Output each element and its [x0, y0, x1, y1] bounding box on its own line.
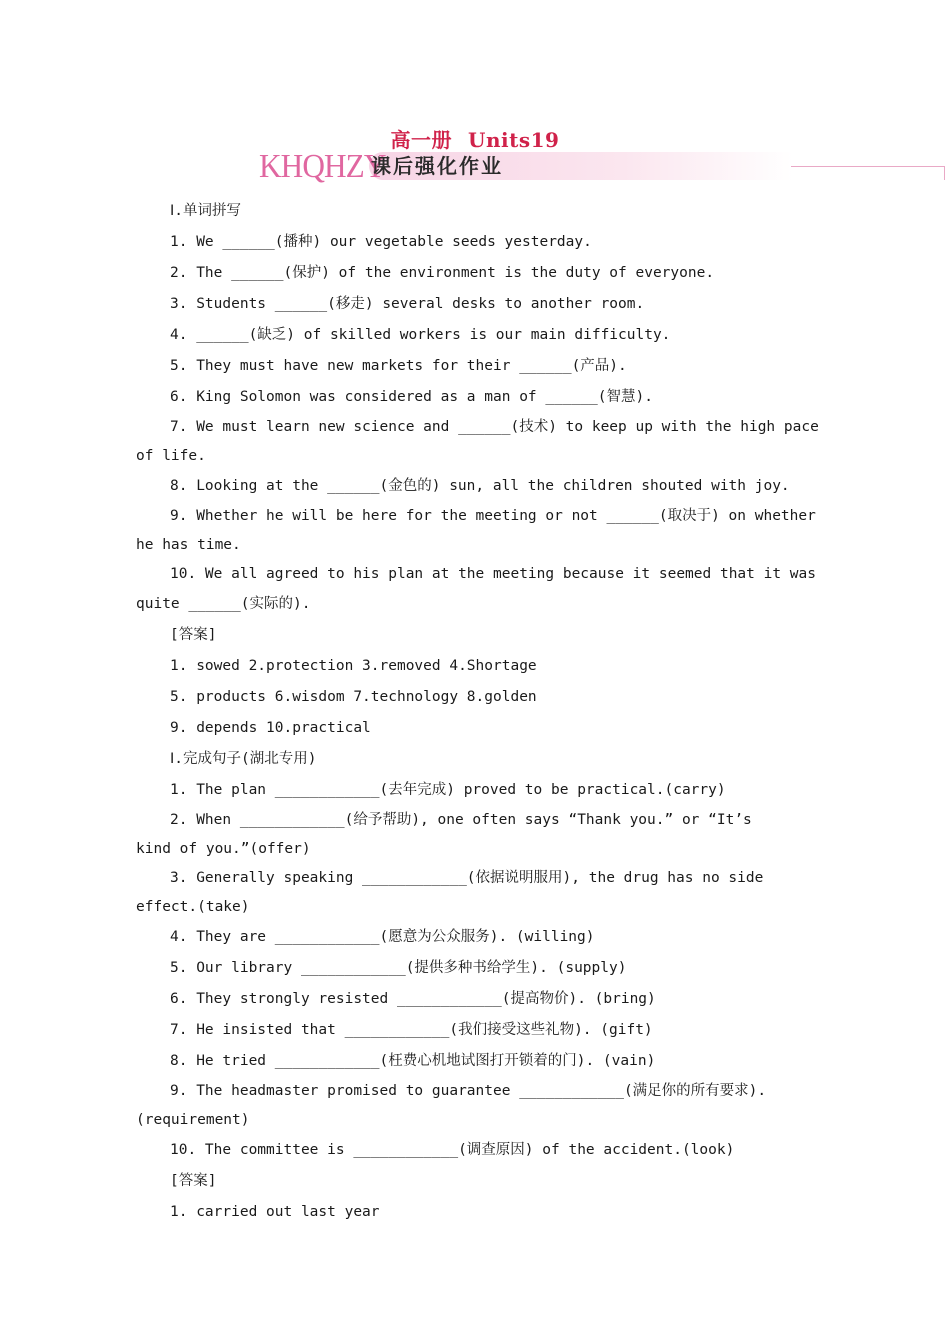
section-heading-spelling: Ⅰ.单词拼写 [170, 203, 242, 219]
banner-rule [791, 166, 945, 167]
question-line-continued: kind of you.”(offer) [136, 841, 311, 857]
question-line-continued: (requirement) [136, 1112, 250, 1128]
question-line: 10. We all agreed to his plan at the meeting because it seemed that it was [170, 566, 817, 582]
question-line: 5. They must have new markets for their ______(产品). [170, 358, 627, 374]
question-line: 8. Looking at the ______(金色的) sun, all the children shouted with joy. [170, 478, 790, 494]
banner-tick [944, 166, 945, 180]
answer-line: 1. sowed 2.protection 3.removed 4.Shortage [170, 658, 537, 674]
answer-label: [答案] [170, 627, 217, 643]
question-line: 6. They strongly resisted ____________(提高物价). (bring) [170, 991, 656, 1007]
question-line: 8. He tried ____________(枉费心机地试图打开锁着的门). (vain) [170, 1053, 656, 1069]
question-line: 7. He insisted that ____________(我们接受这些礼物). (gift) [170, 1022, 653, 1038]
answer-line: 1. carried out last year [170, 1204, 380, 1220]
worksheet-content [136, 196, 819, 1228]
question-line-continued: of life. [136, 448, 206, 464]
section-heading-sentences: Ⅰ.完成句子(湖北专用) [170, 751, 317, 767]
question-line: 9. The headmaster promised to guarantee ____________(满足你的所有要求). [170, 1083, 767, 1099]
brand-logo: KHQHZY [259, 148, 386, 185]
question-line: 6. King Solomon was considered as a man of ______(智慧). [170, 389, 653, 405]
title-grade: 高一册 [390, 128, 453, 152]
title-units: Units19 [468, 128, 560, 152]
question-line: 5. Our library ____________(提供多种书给学生). (supply) [170, 960, 627, 976]
question-line: 9. Whether he will be here for the meeting or not ______(取决于) on whether [170, 508, 816, 524]
question-line: 4. ______(缺乏) of skilled workers is our main difficulty. [170, 327, 671, 343]
question-line: 7. We must learn new science and ______(技术) to keep up with the high pace [170, 419, 819, 435]
question-line: 3. Students ______(移走) several desks to another room. [170, 296, 645, 312]
answer-line: 9. depends 10.practical [170, 720, 371, 736]
answer-label: [答案] [170, 1173, 217, 1189]
question-line: 1. We ______(播种) our vegetable seeds yesterday. [170, 234, 592, 250]
question-line-continued: he has time. [136, 537, 241, 553]
question-line: 3. Generally speaking ____________(依据说明服用), the drug has no side [170, 870, 764, 886]
homework-banner [259, 148, 699, 188]
question-line: 10. The committee is ____________(调查原因) of the accident.(look) [170, 1142, 735, 1158]
question-line: 2. The ______(保护) of the environment is the duty of everyone. [170, 265, 715, 281]
banner-label: 课后强化作业 [371, 154, 503, 178]
question-line: 2. When ____________(给予帮助), one often says “Thank you.” or “It’s [170, 812, 752, 828]
answer-line: 5. products 6.wisdom 7.technology 8.golden [170, 689, 537, 705]
question-line: 4. They are ____________(愿意为公众服务). (willing) [170, 929, 595, 945]
question-line: 1. The plan ____________(去年完成) proved to be practical.(carry) [170, 782, 726, 798]
question-line-continued: quite ______(实际的). [136, 596, 311, 612]
question-line-continued: effect.(take) [136, 899, 250, 915]
